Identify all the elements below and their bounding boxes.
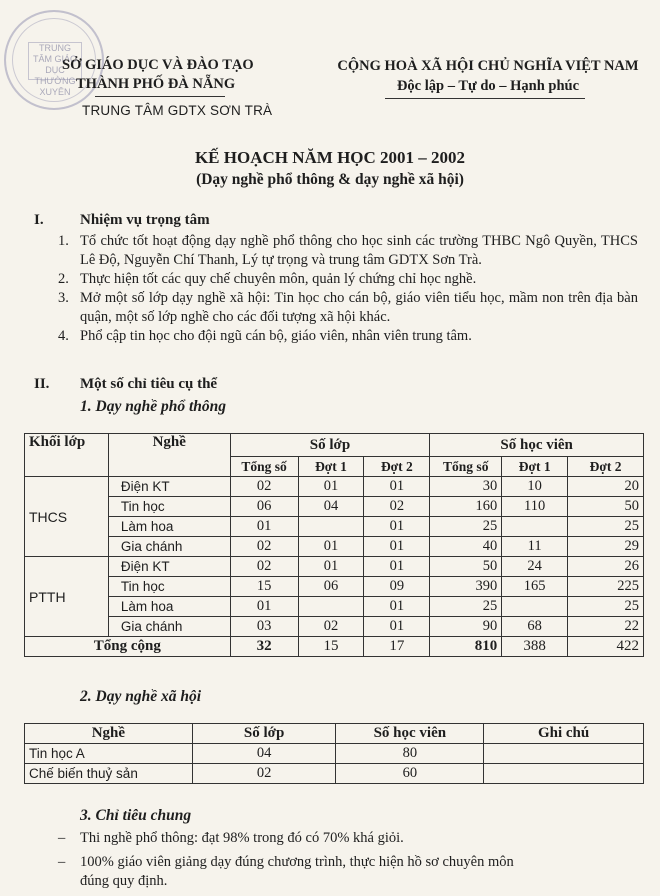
subsection-3-title: 3. Chỉ tiêu chung [80,807,192,824]
cell-hv-dot1: 165 [502,577,568,597]
col-lop-dot-2: Đợt 2 [364,457,430,477]
document-subtitle: (Dạy nghề phổ thông & dạy nghề xã hội) [196,171,464,188]
table-row [25,477,644,497]
total-lop-dot2: 17 [364,637,430,657]
cell-nghe: Tin học [108,577,230,597]
table-row [25,537,644,557]
cell-hv-dot2: 25 [568,597,644,617]
cell-lop-dot1: 01 [298,477,364,497]
cell-hv-dot1 [502,517,568,537]
cell-hv-dot2: 22 [568,617,644,637]
social-vocational-table [24,723,644,784]
nation-motto: Độc lập – Tự do – Hạnh phúc [396,78,580,94]
general-item-text: Thi nghề phổ thông: đạt 98% trong đó có 70% khá giỏi. [80,830,404,846]
list-item-number: 1. [58,233,69,249]
list-item-number: 2. [58,271,69,287]
total-hv-tong: 810 [430,637,502,657]
cell-ghi-chu [484,744,644,764]
cell-lop-dot2: 01 [364,597,430,617]
table-header-row [25,434,644,457]
cell-lop-dot2: 01 [364,517,430,537]
cell-lop-dot2: 01 [364,477,430,497]
cell-hv-dot2: 225 [568,577,644,597]
col-so-hoc-vien: Số học viên [430,434,644,457]
cell-hv-tong: 25 [430,517,502,537]
col-hv-tong-so: Tổng số [430,457,502,477]
cell-hv-dot1: 11 [502,537,568,557]
col-nghe: Nghề [25,724,193,744]
cell-lop-dot1: 01 [298,557,364,577]
cell-hv-dot2: 25 [568,517,644,537]
col-ghi-chu: Ghi chú [484,724,644,744]
table-row [25,744,644,764]
cell-lop-tong: 01 [230,597,298,617]
cell-so-hoc-vien: 80 [336,744,484,764]
col-lop-tong-so: Tổng số [230,457,298,477]
cell-hv-dot1: 10 [502,477,568,497]
nation-name: CỘNG HOÀ XÃ HỘI CHỦ NGHĨA VIỆT NAM [337,58,639,74]
cell-hv-dot2: 20 [568,477,644,497]
cell-lop-dot2: 01 [364,537,430,557]
general-item-continuation [58,872,638,891]
cell-lop-dot1 [298,517,364,537]
total-hv-dot2: 422 [568,637,644,657]
subsection-2-title: 2. Dạy nghề xã hội [80,688,201,705]
stamp-text: TRUNG TÂM GIÁO DỤC THƯỜNG XUYÊN [28,42,82,80]
col-lop-dot-1: Đợt 1 [298,457,364,477]
cell-lop-tong: 02 [230,557,298,577]
list-item-number: 4. [58,328,69,344]
cell-nghe: Gia chánh [108,537,230,557]
cell-lop-dot1: 06 [298,577,364,597]
list-item-text: Tổ chức tốt hoạt động dạy nghề phổ thông cho học sinh các trường THBC Ngô Quyền, THCS Lê Độ, Nguyễn Chí Thanh, Lý tự trọng và trung tâm GDTX Sơn Trà. [80,233,638,268]
cell-hv-dot2: 29 [568,537,644,557]
cell-hv-tong: 40 [430,537,502,557]
cell-hv-tong: 160 [430,497,502,517]
col-hv-dot-2: Đợt 2 [568,457,644,477]
table-row [25,517,644,537]
list-item-text: Mở một số lớp dạy nghề xã hội: Tin học cho cán bộ, giáo viên tiểu học, mầm non trên địa bàn quận, một số lớp nghề cho các đối tượng xã hội khác. [80,290,638,325]
table-header-row [25,724,644,744]
cell-lop-tong: 15 [230,577,298,597]
section-1-number: I. [34,212,44,228]
cell-nghe: Tin học A [25,744,193,764]
list-item [58,232,638,270]
cell-lop-dot1 [298,597,364,617]
total-label: Tổng cộng [25,637,231,657]
section-2-title: Một số chỉ tiêu cụ thể [80,376,218,392]
cell-lop-tong: 02 [230,537,298,557]
total-lop-dot1: 15 [298,637,364,657]
org-name-line1: SỞ GIÁO DỤC VÀ ĐÀO TẠO [62,57,254,73]
cell-lop-tong: 03 [230,617,298,637]
org-header [62,56,292,94]
vocational-table [24,433,644,657]
cell-so-hoc-vien: 60 [336,764,484,784]
col-nghe: Nghề [108,434,230,477]
col-hv-dot-1: Đợt 1 [502,457,568,477]
section-1-list [58,232,638,346]
cell-hv-dot2: 50 [568,497,644,517]
cell-hv-dot1: 68 [502,617,568,637]
general-item [58,829,638,848]
section-1-title: Nhiệm vụ trọng tâm [80,212,210,228]
cell-hv-tong: 30 [430,477,502,497]
cell-lop-dot1: 01 [298,537,364,557]
cell-hv-dot1: 110 [502,497,568,517]
cell-lop-tong: 06 [230,497,298,517]
cell-ghi-chu [484,764,644,784]
nation-header [328,56,648,96]
cell-nghe: Chế biến thuỷ sản [25,764,193,784]
table-row [25,764,644,784]
general-item [58,853,638,872]
org-name-line2: THÀNH PHỐ ĐÀ NẴNG [76,76,236,92]
general-item-text: 100% giáo viên giảng dạy đúng chương trình, thực hiện hồ sơ chuyên môn [80,854,514,870]
cell-lop-dot2: 01 [364,557,430,577]
cell-nghe: Tin học [108,497,230,517]
subsection-1-title: 1. Dạy nghề phổ thông [80,398,226,415]
general-item-text: đúng quy định. [80,873,168,889]
cell-lop-dot2: 01 [364,617,430,637]
col-so-lop: Số lớp [192,724,336,744]
group-label: PTTH [25,557,109,637]
cell-lop-tong: 02 [230,477,298,497]
list-item [58,270,638,289]
total-lop-tong: 32 [230,637,298,657]
section-2-number: II. [34,376,50,392]
cell-hv-dot1 [502,597,568,617]
cell-nghe: Điện KT [108,557,230,577]
total-hv-dot1: 388 [502,637,568,657]
cell-hv-dot1: 24 [502,557,568,577]
table-row [25,497,644,517]
list-item-text: Thực hiện tốt các quy chế chuyên môn, quản lý chứng chỉ học nghề. [80,271,477,287]
list-item [58,327,638,346]
motto-underline [385,98,585,99]
list-item-number: 3. [58,290,69,306]
cell-lop-dot2: 09 [364,577,430,597]
cell-hv-tong: 390 [430,577,502,597]
list-item [58,289,638,327]
cell-hv-tong: 50 [430,557,502,577]
cell-nghe: Gia chánh [108,617,230,637]
cell-lop-dot1: 02 [298,617,364,637]
col-so-lop: Số lớp [230,434,430,457]
cell-lop-tong: 01 [230,517,298,537]
cell-hv-tong: 25 [430,597,502,617]
table-row [25,617,644,637]
table-row [25,597,644,617]
cell-so-lop: 02 [192,764,336,784]
cell-nghe: Làm hoa [108,597,230,617]
cell-hv-dot2: 26 [568,557,644,577]
cell-nghe: Làm hoa [108,517,230,537]
cell-lop-dot1: 04 [298,497,364,517]
document-title: KẾ HOẠCH NĂM HỌC 2001 – 2002 [194,148,466,167]
cell-hv-tong: 90 [430,617,502,637]
group-label: THCS [25,477,109,557]
dash-bullet: – [58,854,66,870]
cell-nghe: Điện KT [108,477,230,497]
cell-lop-dot2: 02 [364,497,430,517]
col-khoi-lop: Khối lớp [25,434,109,477]
cell-so-lop: 04 [192,744,336,764]
org-subunit: TRUNG TÂM GDTX SƠN TRÀ [82,103,273,118]
total-row [25,637,644,657]
table-row [25,577,644,597]
dash-bullet: – [58,830,66,846]
org-underline [95,96,225,97]
table-row [25,557,644,577]
col-so-hoc-vien: Số học viên [336,724,484,744]
list-item-text: Phổ cập tin học cho đội ngũ cán bộ, giáo viên, nhân viên trung tâm. [80,328,472,344]
